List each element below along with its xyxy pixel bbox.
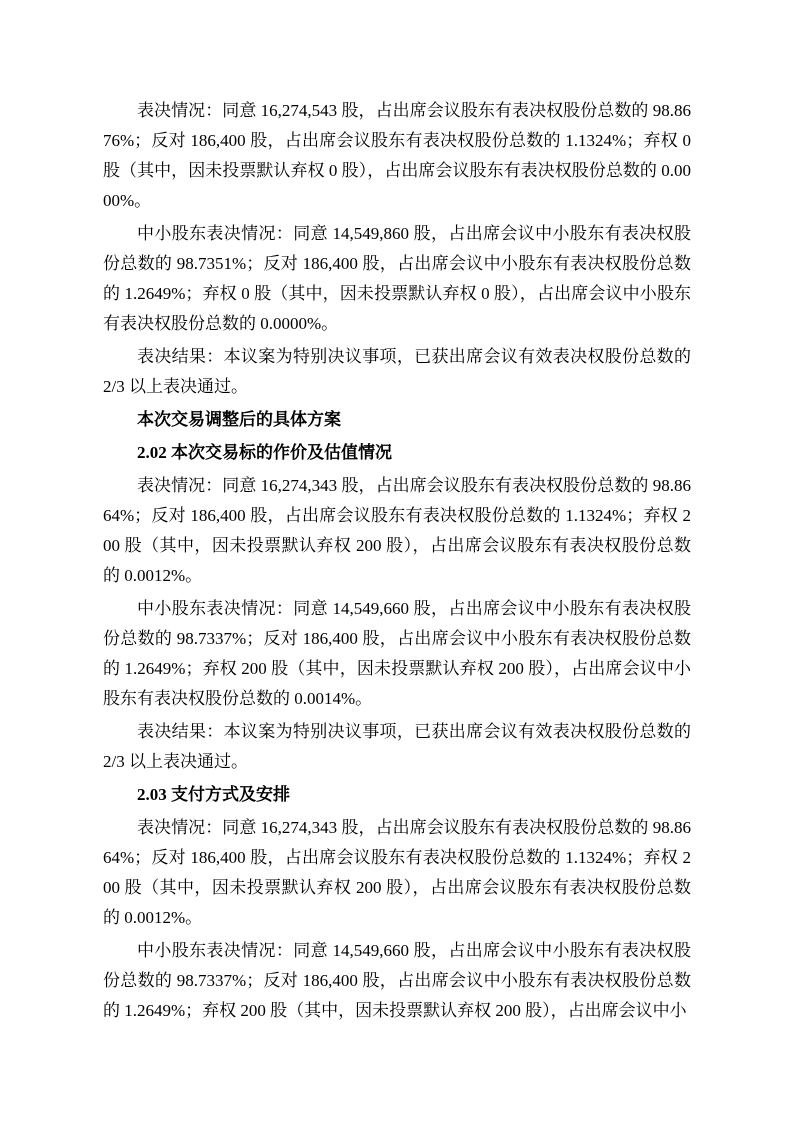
- paragraph-vote-result-1: 表决结果：本议案为特别决议事项，已获出席会议有效表决权股份总数的 2/3 以上表决通过。: [103, 347, 691, 396]
- paragraph-vote-summary-1: 表决情况：同意 16,274,543 股，占出席会议股东有表决权股份总数的 98.8676%；反对 186,400 股，占出席会议股东有表决权股份总数的 1.1324%；弃权 0 股（其中，因未投票默认弃权 0 股），占出席会议股东有表决权股份总数的 0.0000%。: [103, 101, 691, 210]
- paragraph-minority-vote-2: 中小股东表决情况：同意 14,549,660 股，占出席会议中小股东有表决权股份总数的 98.7337%；反对 186,400 股，占出席会议中小股东有表决权股份总数的 1.2649%；弃权 200 股（其中，因未投票默认弃权 200 股），占出席会议中小股东有表决权股份总数的 0.0014%。: [103, 599, 691, 708]
- paragraph-minority-vote-1: 中小股东表决情况：同意 14,549,860 股，占出席会议中小股东有表决权股份总数的 98.7351%；反对 186,400 股，占出席会议中小股东有表决权股份总数的 1.2649%；弃权 0 股（其中，因未投票默认弃权 0 股），占出席会议中小股东有表决权股份总数的 0.0000%。: [103, 224, 691, 333]
- paragraph-vote-summary-3: 表决情况：同意 16,274,343 股，占出席会议股东有表决权股份总数的 98.8664%；反对 186,400 股，占出席会议股东有表决权股份总数的 1.1324%；弃权 200 股（其中，因未投票默认弃权 200 股），占出席会议股东有表决权股份总数的 0.0012%。: [103, 818, 691, 927]
- paragraph-minority-vote-3: 中小股东表决情况：同意 14,549,660 股，占出席会议中小股东有表决权股份总数的 98.7337%；反对 186,400 股，占出席会议中小股东有表决权股份总数的 1.2649%；弃权 200 股（其中，因未投票默认弃权 200 股），占出席会议中小: [103, 941, 691, 1020]
- heading-adjusted-plan: 本次交易调整后的具体方案: [137, 410, 341, 429]
- heading-section-2-03: 2.03 支付方式及安排: [137, 785, 290, 804]
- heading-section-2-02: 2.02 本次交易标的作价及估值情况: [137, 443, 392, 462]
- paragraph-vote-result-2: 表决结果：本议案为特别决议事项，已获出席会议有效表决权股份总数的 2/3 以上表决通过。: [103, 722, 691, 771]
- paragraph-vote-summary-2: 表决情况：同意 16,274,343 股，占出席会议股东有表决权股份总数的 98.8664%；反对 186,400 股，占出席会议股东有表决权股份总数的 1.1324%；弃权 200 股（其中，因未投票默认弃权 200 股），占出席会议股东有表决权股份总数的 0.0012%。: [103, 476, 691, 585]
- document-content: [103, 96, 691, 1029]
